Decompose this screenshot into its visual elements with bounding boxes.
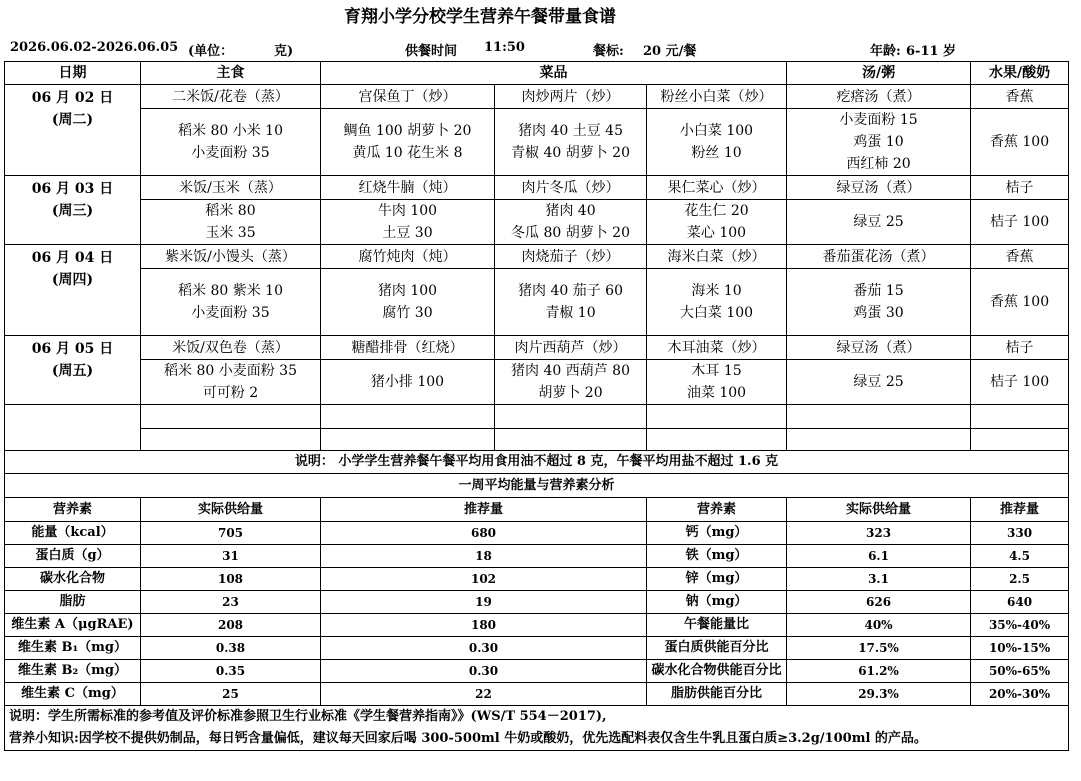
dish-name-dish1: 宫保鱼丁（炒） xyxy=(321,85,495,109)
empty-cell xyxy=(971,429,1069,451)
nutrient-value: 330 xyxy=(971,522,1069,545)
nutrient-name: 维生素 A（μgRAE) xyxy=(5,614,141,637)
nutrient-header: 实际供给量 xyxy=(141,498,321,522)
dish-name-dish3: 果仁菜心（炒） xyxy=(647,176,787,200)
age-label: 年龄: xyxy=(870,44,901,59)
nutrient-name: 碳水化合物供能百分比 xyxy=(647,660,787,683)
quantity-line: 西红柿 20 xyxy=(846,156,911,172)
day-dish-row xyxy=(5,85,1069,109)
quantity-soup xyxy=(787,269,971,336)
nutrient-header: 营养素 xyxy=(5,498,141,522)
nutrient-value: 17.5% xyxy=(787,637,971,660)
footnote-calcium-tip: 营养小知识:因学校不提供奶制品，每日钙含量偏低，建议每天回家后喝 300-500ml 牛奶或酸奶，优先选配料表仅含生牛乳且蛋白质≥3.2g/100ml 的产品。 xyxy=(9,731,927,746)
day-date-cell xyxy=(5,336,141,405)
col-staple-header: 主食 xyxy=(141,62,321,85)
empty-cell xyxy=(321,429,495,451)
nutrient-value: 208 xyxy=(141,614,321,637)
dish-name-fruit: 香蕉 xyxy=(971,85,1069,109)
nutrient-value: 6.1 xyxy=(787,545,971,568)
day-quantity-row xyxy=(5,200,1069,245)
day-weekday: (周四) xyxy=(51,272,94,288)
dish-name-staple: 米饭/玉米（蒸） xyxy=(141,176,321,200)
quantity-dish3 xyxy=(647,200,787,245)
quantity-soup xyxy=(787,360,971,405)
nutrient-name: 锌（mg） xyxy=(647,568,787,591)
col-date-header: 日期 xyxy=(5,62,141,85)
nutrient-value: 680 xyxy=(321,522,647,545)
nutrient-name: 脂肪供能百分比 xyxy=(647,683,787,706)
serve-time-label: 供餐时间 xyxy=(405,44,458,59)
dish-name-dish2: 肉片西葫芦（炒） xyxy=(495,336,647,360)
day-date-cell xyxy=(5,176,141,245)
nutrient-value: 20%-30% xyxy=(971,683,1069,706)
dish-name-dish2: 肉炒两片（炒） xyxy=(495,85,647,109)
day-weekday: (周五) xyxy=(51,363,94,379)
nutrient-name: 能量（kcal） xyxy=(5,522,141,545)
quantity-dish1 xyxy=(321,109,495,176)
quantity-line: 木耳 15 xyxy=(691,363,742,379)
quantity-soup xyxy=(787,200,971,245)
quantity-line: 小麦面粉 35 xyxy=(191,305,270,321)
nutrient-name: 蛋白质（g） xyxy=(5,545,141,568)
nutrient-value: 40% xyxy=(787,614,971,637)
empty-cell xyxy=(495,429,647,451)
quantity-line: 鸡蛋 30 xyxy=(853,305,904,321)
nutrient-value: 102 xyxy=(321,568,647,591)
quantity-line: 青椒 40 胡萝卜 20 xyxy=(511,145,630,161)
dish-name-soup: 番茄蛋花汤（煮） xyxy=(787,245,971,269)
dish-name-soup: 绿豆汤（煮） xyxy=(787,336,971,360)
nutrient-value: 22 xyxy=(321,683,647,706)
quantity-line: 稻米 80 小米 10 xyxy=(178,123,283,139)
analysis-title: 一周平均能量与营养素分析 xyxy=(5,474,1069,498)
dish-name-dish2: 肉烧茄子（炒） xyxy=(495,245,647,269)
nutrient-value: 0.35 xyxy=(141,660,321,683)
quantity-line: 大白菜 100 xyxy=(679,305,754,321)
footnote xyxy=(5,706,1069,751)
empty-cell xyxy=(787,429,971,451)
nutrient-value: 0.38 xyxy=(141,637,321,660)
price-label: 餐标: xyxy=(593,44,624,59)
quantity-line: 香蕉 100 xyxy=(989,134,1050,150)
nutrient-name: 维生素 C（mg） xyxy=(5,683,141,706)
quantity-dish3 xyxy=(647,269,787,336)
quantity-dish1 xyxy=(321,200,495,245)
quantity-line: 土豆 30 xyxy=(382,225,433,241)
quantity-line: 稻米 80 小麦面粉 35 xyxy=(164,363,297,379)
price: 20 元/餐 xyxy=(643,44,697,59)
nutrient-name: 脂肪 xyxy=(5,591,141,614)
quantity-fruit xyxy=(971,269,1069,336)
dish-name-fruit: 桔子 xyxy=(971,176,1069,200)
quantity-line: 小白菜 100 xyxy=(679,123,754,139)
quantity-dish2 xyxy=(495,269,647,336)
nutrient-header: 推荐量 xyxy=(321,498,647,522)
quantity-fruit xyxy=(971,109,1069,176)
quantity-line: 猪小排 100 xyxy=(370,374,445,390)
dish-name-dish1: 糖醋排骨（红烧） xyxy=(321,336,495,360)
quantity-line: 桔子 100 xyxy=(989,214,1050,230)
quantity-line: 黄瓜 10 花生米 8 xyxy=(352,145,463,161)
day-dish-row xyxy=(5,336,1069,360)
nutrient-value: 0.30 xyxy=(321,660,647,683)
empty-cell xyxy=(141,405,321,429)
dish-name-dish1: 红烧牛腩（炖） xyxy=(321,176,495,200)
day-weekday: (周二) xyxy=(51,112,94,128)
empty-row xyxy=(5,429,1069,451)
nutrient-value: 2.5 xyxy=(971,568,1069,591)
nutrient-value: 323 xyxy=(787,522,971,545)
nutrient-value: 61.2% xyxy=(787,660,971,683)
quantity-dish3 xyxy=(647,360,787,405)
day-date: 06 月 02 日 xyxy=(31,90,114,106)
nutrient-header: 推荐量 xyxy=(971,498,1069,522)
nutrient-value: 18 xyxy=(321,545,647,568)
day-date: 06 月 05 日 xyxy=(31,341,114,357)
day-date: 06 月 03 日 xyxy=(31,181,114,197)
nutrient-header: 实际供给量 xyxy=(787,498,971,522)
nutrient-value: 29.3% xyxy=(787,683,971,706)
dish-name-staple: 米饭/双色卷（蒸） xyxy=(141,336,321,360)
nutrient-name: 铁（mg） xyxy=(647,545,787,568)
quantity-line: 青椒 10 xyxy=(545,305,596,321)
quantity-staple xyxy=(141,360,321,405)
footnote-standard: 说明：学生所需标准的参考值及评价标准参照卫生行业标准《学生餐营养指南》》(WS/T 554－2017), xyxy=(9,709,607,724)
quantity-fruit xyxy=(971,200,1069,245)
nutrient-value: 23 xyxy=(141,591,321,614)
day-quantity-row xyxy=(5,360,1069,405)
empty-cell xyxy=(495,405,647,429)
dish-name-dish2: 肉片冬瓜（炒） xyxy=(495,176,647,200)
nutrient-value: 10%-15% xyxy=(971,637,1069,660)
quantity-line: 猪肉 40 xyxy=(545,203,596,219)
header-row xyxy=(5,62,1069,85)
quantity-staple xyxy=(141,109,321,176)
nutrient-row xyxy=(5,614,1069,637)
dish-name-fruit: 香蕉 xyxy=(971,245,1069,269)
nutrient-row xyxy=(5,660,1069,683)
quantity-line: 猪肉 40 西葫芦 80 xyxy=(511,363,630,379)
day-dish-row xyxy=(5,176,1069,200)
nutrient-value: 0.30 xyxy=(321,637,647,660)
dish-name-dish1: 腐竹炖肉（炖） xyxy=(321,245,495,269)
quantity-line: 冬瓜 80 胡萝卜 20 xyxy=(511,225,630,241)
serve-time: 11:50 xyxy=(484,40,525,55)
quantity-line: 桔子 100 xyxy=(989,374,1050,390)
quantity-line: 海米 10 xyxy=(691,283,742,299)
nutrient-name: 维生素 B₁（mg） xyxy=(5,637,141,660)
quantity-line: 番茄 15 xyxy=(853,283,904,299)
nutrient-value: 108 xyxy=(141,568,321,591)
empty-cell xyxy=(971,405,1069,429)
dish-name-staple: 二米饭/花卷（蒸） xyxy=(141,85,321,109)
quantity-line: 猪肉 100 xyxy=(377,283,438,299)
note-row xyxy=(5,451,1069,474)
nutrient-value: 705 xyxy=(141,522,321,545)
menu-table xyxy=(4,61,1069,751)
quantity-line: 绿豆 25 xyxy=(853,374,904,390)
quantity-dish2 xyxy=(495,360,647,405)
quantity-line: 鸡蛋 10 xyxy=(853,134,904,150)
quantity-line: 玉米 35 xyxy=(205,225,256,241)
quantity-dish2 xyxy=(495,200,647,245)
quantity-dish1 xyxy=(321,360,495,405)
nutrient-value: 4.5 xyxy=(971,545,1069,568)
day-quantity-row xyxy=(5,269,1069,336)
quantity-line: 稻米 80 紫米 10 xyxy=(178,283,283,299)
quantity-line: 绿豆 25 xyxy=(853,214,904,230)
quantity-line: 小麦面粉 15 xyxy=(839,112,918,128)
age: 6-11 岁 xyxy=(906,44,957,59)
nutrient-value: 50%-65% xyxy=(971,660,1069,683)
nutrient-row xyxy=(5,545,1069,568)
empty-date-cell xyxy=(5,405,141,451)
nutrient-row xyxy=(5,683,1069,706)
quantity-line: 牛肉 100 xyxy=(377,203,438,219)
day-date-cell xyxy=(5,245,141,336)
nutrient-value: 180 xyxy=(321,614,647,637)
unit-label: (单位： xyxy=(188,44,234,59)
unit-value: 克) xyxy=(274,44,294,59)
menu-title: 育翔小学分校学生营养午餐带量食谱 xyxy=(344,7,616,27)
oil-salt-note: 说明： 小学学生营养餐午餐平均用食用油不超过 8 克，午餐平均用盐不超过 1.6 克 xyxy=(5,451,1069,474)
quantity-dish3 xyxy=(647,109,787,176)
nutrient-row xyxy=(5,591,1069,614)
nutrient-name: 碳水化合物 xyxy=(5,568,141,591)
nutrient-value: 19 xyxy=(321,591,647,614)
quantity-soup xyxy=(787,109,971,176)
nutrient-value: 31 xyxy=(141,545,321,568)
nutrient-row xyxy=(5,522,1069,545)
day-date: 06 月 04 日 xyxy=(31,250,114,266)
empty-cell xyxy=(647,429,787,451)
empty-cell xyxy=(321,405,495,429)
quantity-line: 油菜 100 xyxy=(686,385,747,401)
quantity-staple xyxy=(141,200,321,245)
empty-cell xyxy=(647,405,787,429)
quantity-line: 腐竹 30 xyxy=(382,305,433,321)
day-weekday: (周三) xyxy=(51,203,94,219)
dish-name-dish3: 海米白菜（炒） xyxy=(647,245,787,269)
day-quantity-row xyxy=(5,109,1069,176)
quantity-line: 胡萝卜 20 xyxy=(538,385,603,401)
nutrient-value: 640 xyxy=(971,591,1069,614)
footnote-row xyxy=(5,706,1069,751)
dish-name-fruit: 桔子 xyxy=(971,336,1069,360)
nutrient-name: 维生素 B₂（mg） xyxy=(5,660,141,683)
quantity-line: 粉丝 10 xyxy=(691,145,742,161)
nutrient-name: 蛋白质供能百分比 xyxy=(647,637,787,660)
nutrient-value: 626 xyxy=(787,591,971,614)
quantity-staple xyxy=(141,269,321,336)
date-range: 2026.06.02-2026.06.05 xyxy=(10,40,179,55)
dish-name-dish3: 木耳油菜（炒） xyxy=(647,336,787,360)
dish-name-soup: 疙瘩汤（煮） xyxy=(787,85,971,109)
quantity-line: 稻米 80 xyxy=(205,203,256,219)
quantity-line: 小麦面粉 35 xyxy=(191,145,270,161)
quantity-line: 可可粉 2 xyxy=(202,385,259,401)
empty-cell xyxy=(141,429,321,451)
empty-cell xyxy=(787,405,971,429)
analysis-title-row xyxy=(5,474,1069,498)
day-date-cell xyxy=(5,85,141,176)
nutrient-name: 钙（mg） xyxy=(647,522,787,545)
dish-name-dish3: 粉丝小白菜（炒） xyxy=(647,85,787,109)
quantity-line: 菜心 100 xyxy=(686,225,747,241)
quantity-dish1 xyxy=(321,269,495,336)
nutrient-row xyxy=(5,568,1069,591)
nutrient-row xyxy=(5,637,1069,660)
day-dish-row xyxy=(5,245,1069,269)
dish-name-soup: 绿豆汤（煮） xyxy=(787,176,971,200)
col-soup-header: 汤/粥 xyxy=(787,62,971,85)
quantity-line: 猪肉 40 茄子 60 xyxy=(518,283,623,299)
nutrient-value: 35%-40% xyxy=(971,614,1069,637)
quantity-line: 猪肉 40 土豆 45 xyxy=(518,123,623,139)
empty-row xyxy=(5,405,1069,429)
quantity-fruit xyxy=(971,360,1069,405)
nutrient-name: 午餐能量比 xyxy=(647,614,787,637)
col-fruit-header: 水果/酸奶 xyxy=(971,62,1069,85)
quantity-dish2 xyxy=(495,109,647,176)
quantity-line: 鲷鱼 100 胡萝卜 20 xyxy=(343,123,472,139)
col-dishes-header: 菜品 xyxy=(321,62,787,85)
nutrient-header: 营养素 xyxy=(647,498,787,522)
nutrient-value: 3.1 xyxy=(787,568,971,591)
nutrient-header-row xyxy=(5,498,1069,522)
nutrient-name: 钠（mg） xyxy=(647,591,787,614)
quantity-line: 香蕉 100 xyxy=(989,294,1050,310)
quantity-line: 花生仁 20 xyxy=(684,203,749,219)
dish-name-staple: 紫米饭/小馒头（蒸） xyxy=(141,245,321,269)
nutrient-value: 25 xyxy=(141,683,321,706)
